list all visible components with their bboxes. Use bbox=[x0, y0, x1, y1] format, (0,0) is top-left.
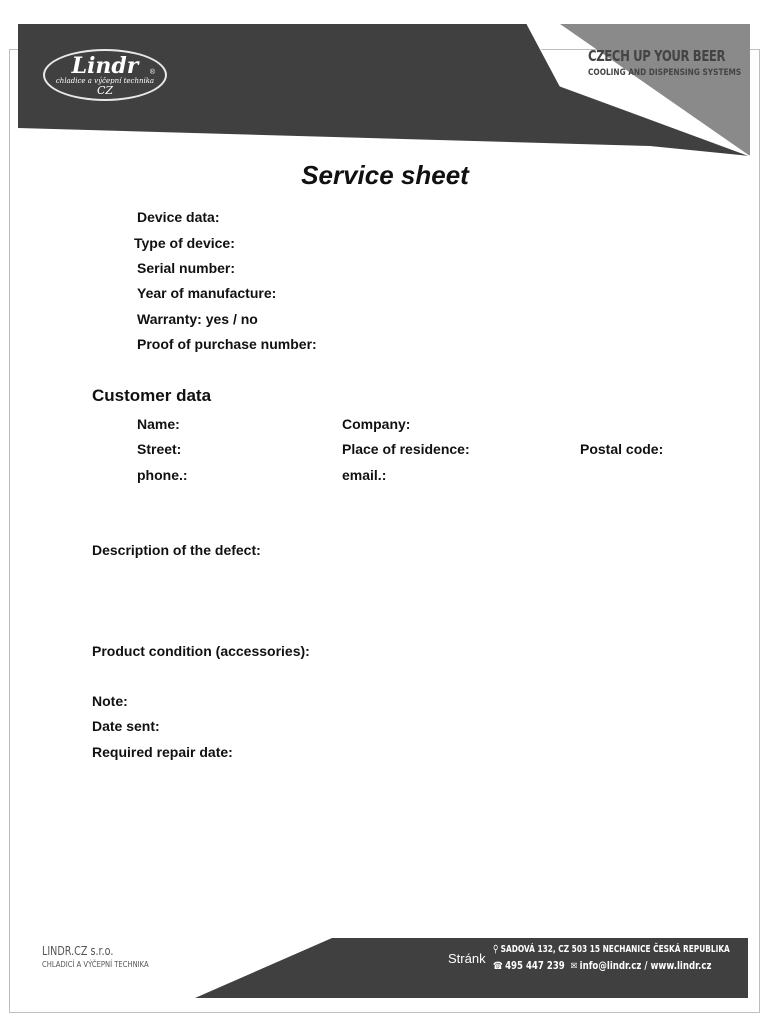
place-of-residence-label: Place of residence: bbox=[342, 441, 470, 457]
phone-label: phone.: bbox=[137, 467, 188, 483]
logo-subtitle: chladice a výčepní technika bbox=[55, 77, 155, 85]
footer-address-text: SADOVÁ 132, CZ 503 15 NECHANICE ČESKÁ REPUBLIKA bbox=[500, 944, 730, 955]
footer-page-label: Stránk bbox=[448, 951, 486, 966]
warranty-label: Warranty: yes / no bbox=[137, 311, 258, 327]
footer-contact bbox=[493, 959, 711, 972]
footer-address bbox=[493, 944, 730, 955]
date-sent-label: Date sent: bbox=[92, 718, 160, 734]
footer-email-web: info@lindr.cz / www.lindr.cz bbox=[579, 959, 712, 972]
logo-country: CZ bbox=[96, 84, 114, 97]
customer-data-heading: Customer data bbox=[92, 386, 212, 405]
registered-mark: ® bbox=[149, 69, 155, 76]
lindr-logo bbox=[43, 49, 167, 101]
name-label: Name: bbox=[137, 416, 180, 432]
street-label: Street: bbox=[137, 441, 182, 457]
year-of-manufacture-label: Year of manufacture: bbox=[137, 285, 277, 301]
type-of-device-label: Type of device: bbox=[134, 235, 235, 251]
page-title: Service sheet bbox=[301, 160, 469, 190]
postal-code-label: Postal code: bbox=[580, 441, 664, 457]
defect-description-label: Description of the defect: bbox=[92, 542, 261, 558]
tagline: COOLING AND DISPENSING SYSTEMS bbox=[588, 68, 742, 78]
required-repair-date-label: Required repair date: bbox=[92, 744, 233, 760]
envelope-icon: ✉ bbox=[570, 961, 578, 972]
footer-company-subtitle: CHLADICÍ A VÝČEPNÍ TECHNIKA bbox=[42, 960, 149, 969]
footer-company-name: LINDR.CZ s.r.o. bbox=[42, 944, 114, 958]
device-data-heading: Device data: bbox=[137, 209, 220, 225]
page-frame bbox=[9, 49, 760, 1013]
product-condition-label: Product condition (accessories): bbox=[92, 643, 310, 659]
footer-phone: 495 447 239 bbox=[505, 959, 565, 972]
phone-icon: ☎ bbox=[493, 961, 503, 972]
serial-number-label: Serial number: bbox=[137, 260, 236, 276]
logo-brand: Lindr bbox=[71, 53, 139, 79]
company-label: Company: bbox=[342, 416, 411, 432]
email-label: email.: bbox=[342, 467, 387, 483]
slogan: CZECH UP YOUR BEER bbox=[588, 47, 726, 65]
note-label: Note: bbox=[92, 693, 128, 709]
location-pin-icon: ⚲ bbox=[493, 944, 499, 955]
proof-of-purchase-label: Proof of purchase number: bbox=[137, 336, 317, 352]
